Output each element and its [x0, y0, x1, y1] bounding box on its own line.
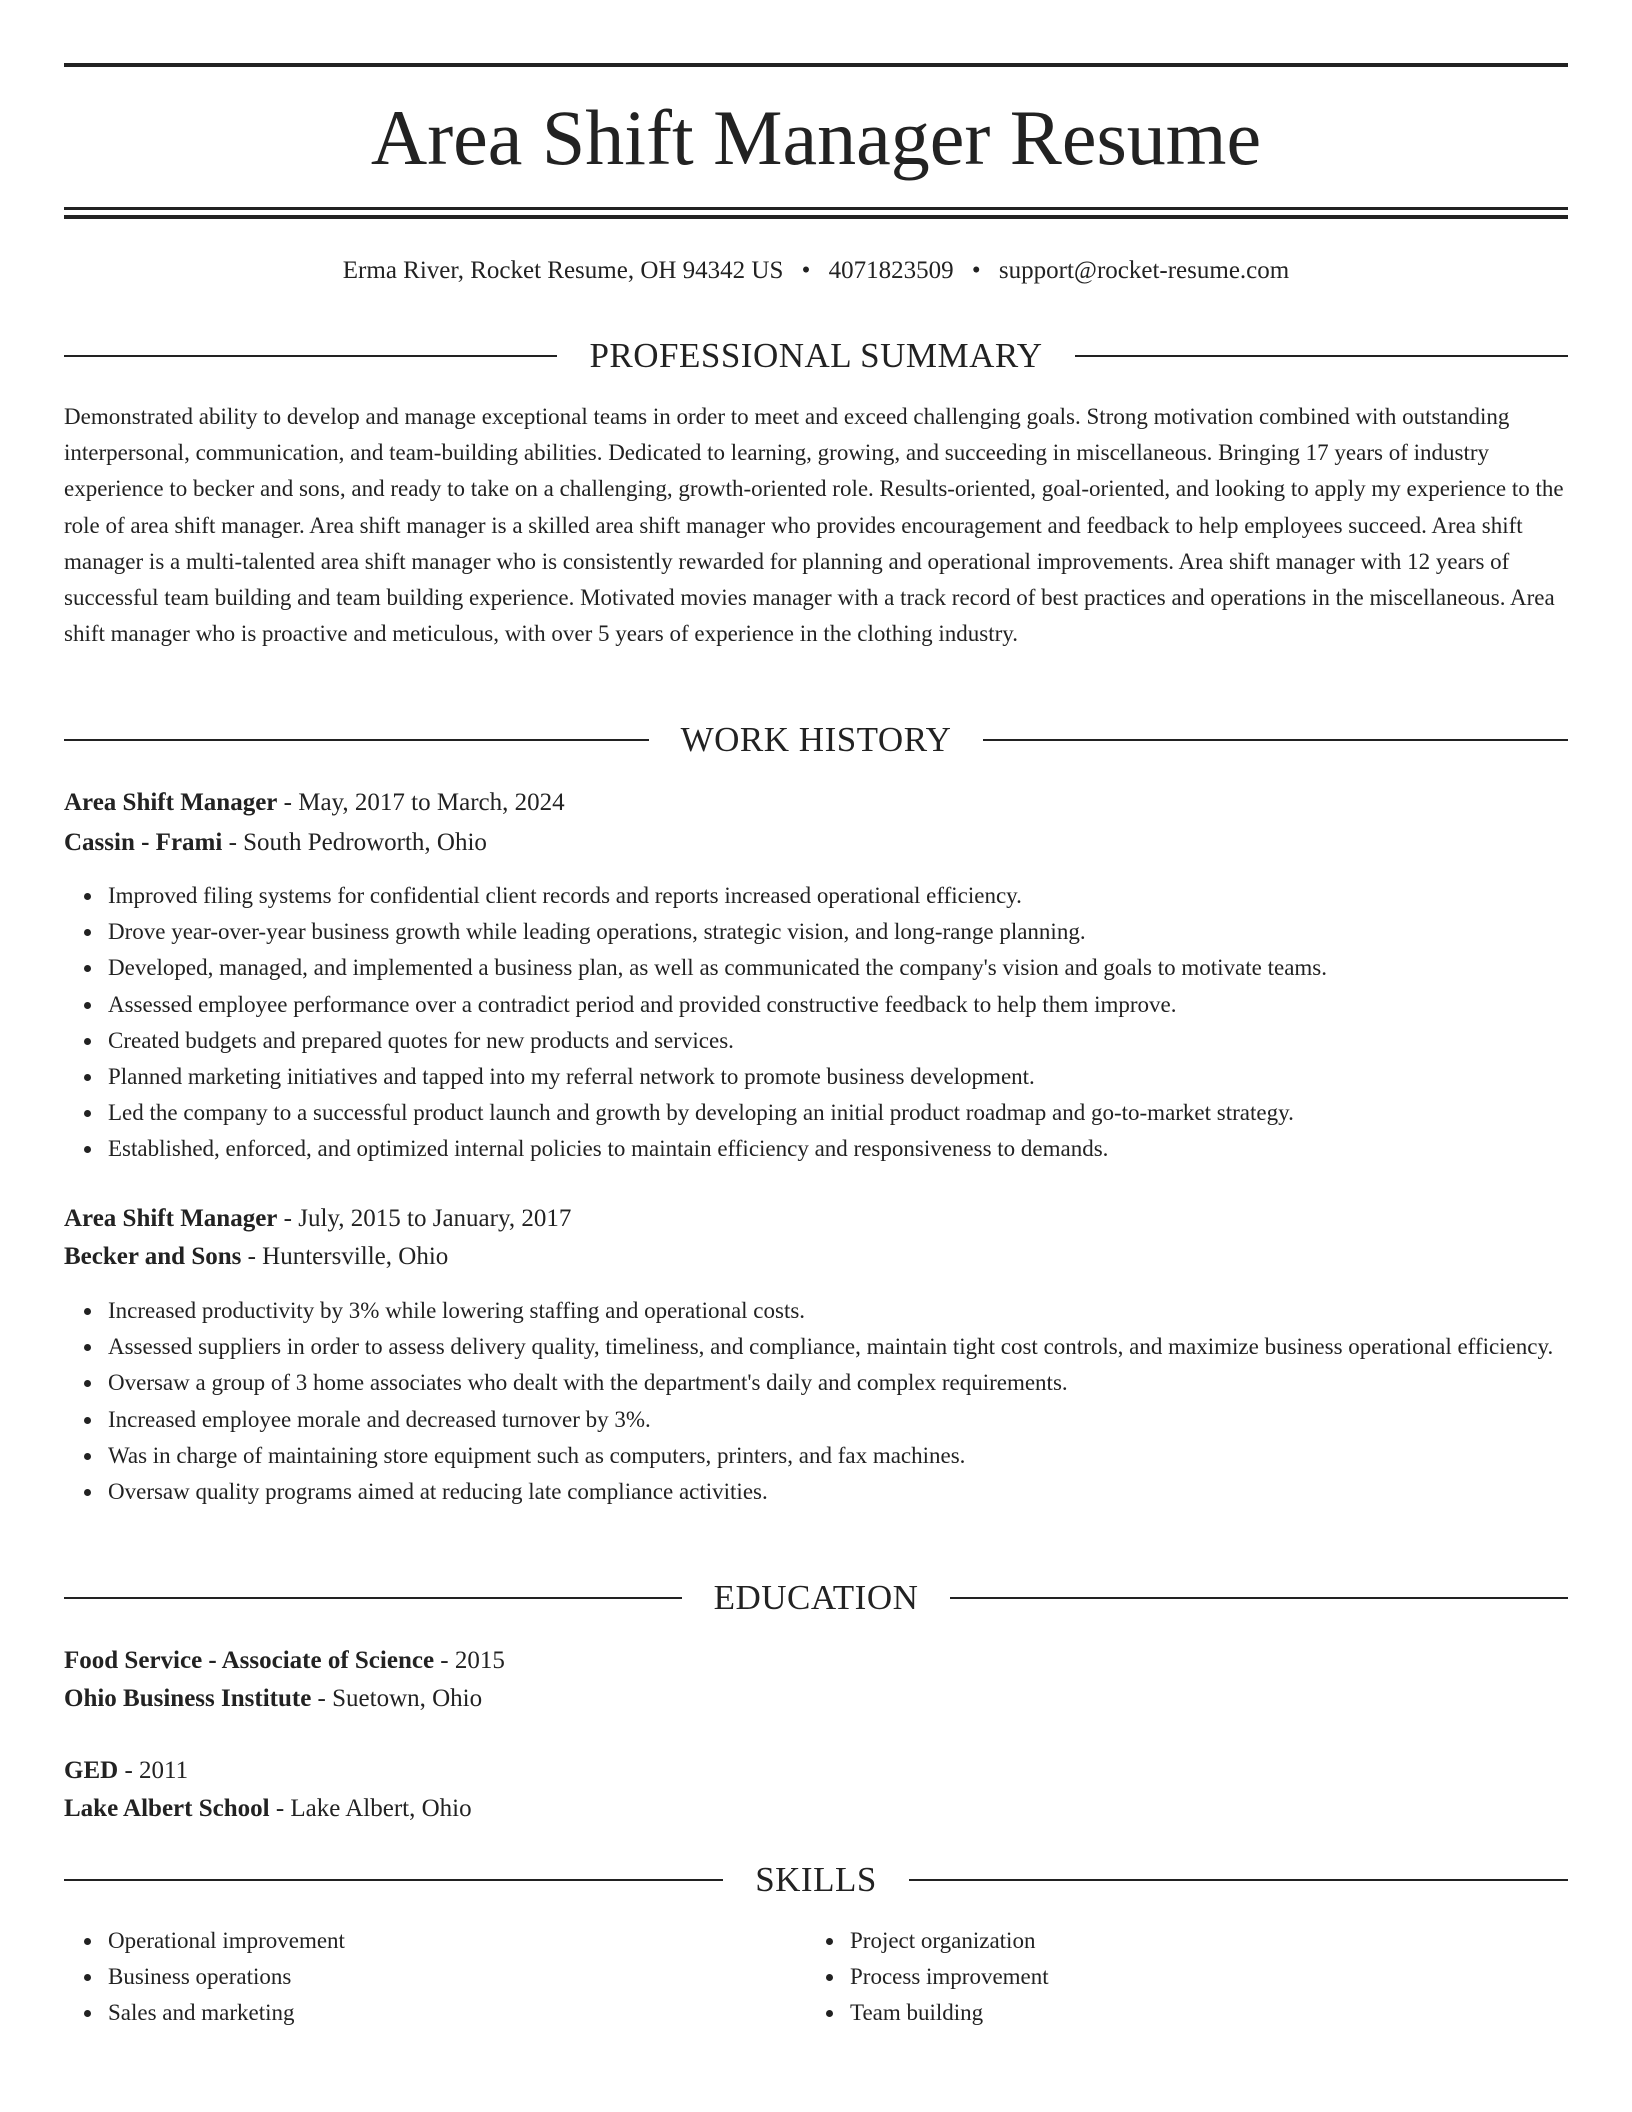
- title-rule-top: [64, 63, 1568, 67]
- section-rule: [950, 1597, 1568, 1599]
- contact-separator: •: [971, 257, 981, 284]
- section-rule: [983, 739, 1568, 741]
- education-school: Lake Albert School: [64, 1795, 270, 1822]
- list-item: Assessed suppliers in order to assess delivery quality, timeliness, and compliance, maintain tight cost controls, and maximize business operational efficiency.: [108, 1329, 1568, 1365]
- job-company-line: [64, 1238, 1568, 1276]
- title-rule-bottom-2: [64, 215, 1568, 219]
- education-location: - Lake Albert, Ohio: [269, 1795, 472, 1822]
- section-header-skills: [64, 1858, 1568, 1902]
- section-rule: [1075, 355, 1568, 357]
- contact-phone: 4071823509: [828, 257, 954, 284]
- section-title: EDUCATION: [713, 1578, 919, 1617]
- list-item: Oversaw a group of 3 home associates who dealt with the department's daily and complex requirements.: [108, 1365, 1568, 1401]
- job-bullets: [64, 878, 1568, 1168]
- job-location: - Huntersville, Ohio: [241, 1243, 449, 1270]
- education-location: - Suetown, Ohio: [311, 1685, 483, 1712]
- section-rule: [64, 355, 557, 357]
- section-title: SKILLS: [755, 1860, 877, 1899]
- skill-item: Process improvement: [850, 1959, 1506, 1995]
- list-item: Increased employee morale and decreased turnover by 3%.: [108, 1402, 1568, 1438]
- title-rule-bottom-1: [64, 207, 1568, 210]
- job-title-line: [64, 784, 1568, 822]
- education-degree-line: [64, 1642, 1568, 1680]
- job-dates: - July, 2015 to January, 2017: [277, 1205, 572, 1232]
- list-item: Developed, managed, and implemented a business plan, as well as communicated the company's vision and goals to motivate teams.: [108, 950, 1568, 986]
- job-company: Cassin - Frami: [64, 829, 223, 856]
- section-header-summary: [64, 334, 1568, 378]
- job-bullets: [64, 1293, 1568, 1510]
- job-location: - South Pedroworth, Ohio: [222, 829, 487, 856]
- section-header-work: [64, 718, 1568, 762]
- list-item: Assessed employee performance over a contradict period and provided constructive feedback to help them improve.: [108, 987, 1568, 1023]
- resume-title: Area Shift Manager Resume: [370, 94, 1262, 181]
- section-header-education: [64, 1576, 1568, 1620]
- education-school-line: [64, 1680, 1568, 1718]
- list-item: Planned marketing initiatives and tapped into my referral network to promote business development.: [108, 1059, 1568, 1095]
- job-dates: - May, 2017 to March, 2024: [277, 789, 565, 816]
- list-item: Oversaw quality programs aimed at reducing late compliance activities.: [108, 1474, 1568, 1510]
- list-item: Led the company to a successful product launch and growth by developing an initial product roadmap and go-to-market strategy.: [108, 1095, 1568, 1131]
- skill-item: Sales and marketing: [108, 1995, 764, 2031]
- section-rule: [64, 739, 649, 741]
- contact-line: [64, 253, 1568, 289]
- contact-address: Erma River, Rocket Resume, OH 94342 US: [342, 257, 784, 284]
- education-year: - 2011: [118, 1757, 189, 1784]
- list-item: Was in charge of maintaining store equipment such as computers, printers, and fax machines.: [108, 1438, 1568, 1474]
- list-item: Created budgets and prepared quotes for new products and services.: [108, 1023, 1568, 1059]
- education-school-line: [64, 1790, 1568, 1828]
- section-rule: [64, 1879, 723, 1881]
- section-rule: [909, 1879, 1568, 1881]
- list-item: Established, enforced, and optimized internal policies to maintain efficiency and responsiveness to demands.: [108, 1131, 1568, 1167]
- education-year: - 2015: [434, 1647, 505, 1674]
- section-title: WORK HISTORY: [680, 720, 952, 759]
- skills-list-left: [64, 1923, 764, 2032]
- list-item: Increased productivity by 3% while lowering staffing and operational costs.: [108, 1293, 1568, 1329]
- job-title-line: [64, 1200, 1568, 1238]
- list-item: Drove year-over-year business growth while leading operations, strategic vision, and long-range planning.: [108, 914, 1568, 950]
- job-company: Becker and Sons: [64, 1243, 242, 1270]
- contact-separator: •: [801, 257, 811, 284]
- education-degree-line: [64, 1752, 1568, 1790]
- section-title: PROFESSIONAL SUMMARY: [589, 336, 1043, 375]
- summary-text: Demonstrated ability to develop and manage exceptional teams in order to meet and exceed challenging goals. Strong motivation combined with outstanding interpersonal, communication, and team-building abilities. Dedicated to learning, growing, and succeeding in miscellaneous. Bringing 17 years of industry experience to becker and sons, and ready to take on a challenging, growth-oriented role. Results-oriented, goal-oriented, and looking to apply my experience to the role of area shift manager. Area shift manager is a skilled area shift manager who provides encouragement and feedback to help employees succeed. Area shift manager is a multi-talented area shift manager who is consistently rewarded for planning and operational improvements. Area shift manager with 12 years of successful team building and team building experience. Motivated movies manager with a track record of best practices and operations in the miscellaneous. Area shift manager who is proactive and meticulous, with over 5 years of experience in the clothing industry.: [64, 404, 1564, 647]
- list-item: Improved filing systems for confidential client records and reports increased operational efficiency.: [108, 878, 1568, 914]
- skills-list-right: [806, 1923, 1506, 2032]
- contact-email: support@rocket-resume.com: [998, 257, 1290, 284]
- job-company-line: [64, 824, 1568, 862]
- skill-item: Team building: [850, 1995, 1506, 2031]
- job-role: Area Shift Manager: [64, 1205, 278, 1232]
- skill-item: Business operations: [108, 1959, 764, 1995]
- job-role: Area Shift Manager: [64, 789, 278, 816]
- education-degree: Food Service - Associate of Science: [64, 1647, 435, 1674]
- skill-item: Project organization: [850, 1923, 1506, 1959]
- education-school: Ohio Business Institute: [64, 1685, 312, 1712]
- section-rule: [64, 1597, 682, 1599]
- skill-item: Operational improvement: [108, 1923, 764, 1959]
- education-degree: GED: [64, 1757, 119, 1784]
